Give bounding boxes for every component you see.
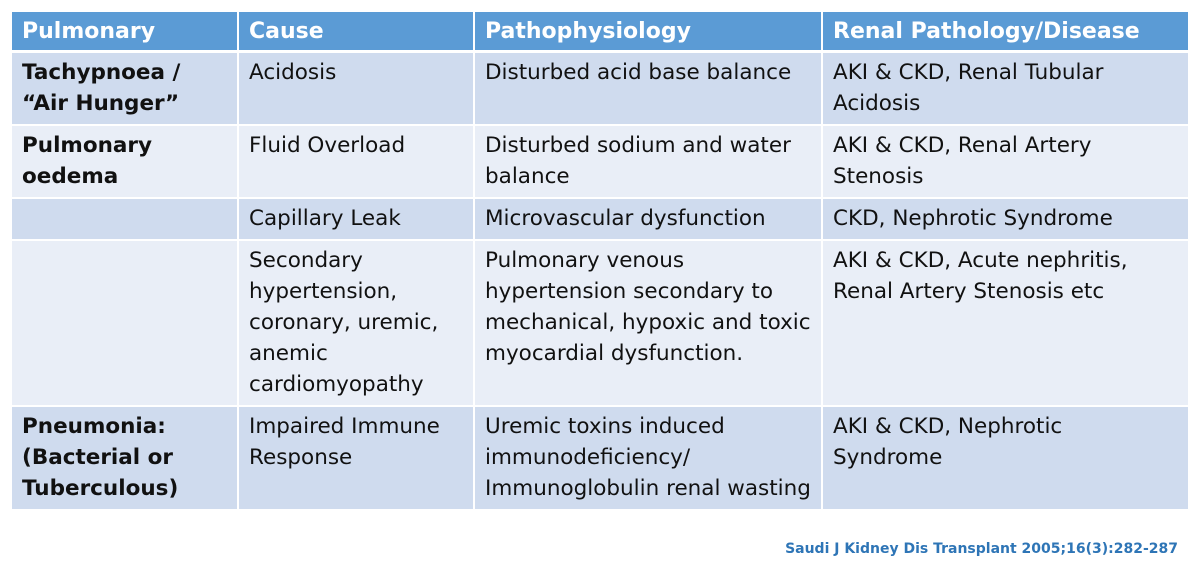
cell-renal-pathology: AKI & CKD, Nephrotic Syndrome [822,406,1188,510]
cell-renal-pathology: AKI & CKD, Renal Artery Stenosis [822,125,1188,198]
cell-pathophysiology: Uremic toxins induced immunodeficiency/ Immunoglobulin renal wasting [474,406,822,510]
table-row [12,240,1188,406]
header-cause: Cause [238,12,474,52]
cell-pulmonary [12,198,238,240]
header-pulmonary: Pulmonary [12,12,238,52]
cell-pulmonary [12,240,238,406]
table-row [12,52,1188,126]
cell-pulmonary: Tachypnoea / “Air Hunger” [12,52,238,126]
cell-pathophysiology: Disturbed acid base balance [474,52,822,126]
cell-cause: Fluid Overload [238,125,474,198]
cell-pulmonary: Pneumonia: (Bacterial or Tuberculous) [12,406,238,510]
cell-pathophysiology: Microvascular dysfunction [474,198,822,240]
cell-pathophysiology: Pulmonary venous hypertension secondary to mechanical, hypoxic and toxic myocardial dysfunction. [474,240,822,406]
header-pathophysiology: Pathophysiology [474,12,822,52]
table-row [12,125,1188,198]
cell-renal-pathology: AKI & CKD, Acute nephritis, Renal Artery Stenosis etc [822,240,1188,406]
table-header-row [12,12,1188,52]
pulmonary-renal-table [12,12,1188,511]
cell-cause: Capillary Leak [238,198,474,240]
table-row [12,198,1188,240]
cell-cause: Secondary hypertension, coronary, uremic, anemic cardiomyopathy [238,240,474,406]
cell-cause: Acidosis [238,52,474,126]
cell-renal-pathology: AKI & CKD, Renal Tubular Acidosis [822,52,1188,126]
cell-renal-pathology: CKD, Nephrotic Syndrome [822,198,1188,240]
citation: Saudi J Kidney Dis Transplant 2005;16(3):282-287 [785,541,1178,557]
header-renal-pathology: Renal Pathology/Disease [822,12,1188,52]
cell-pathophysiology: Disturbed sodium and water balance [474,125,822,198]
cell-pulmonary: Pulmonary oedema [12,125,238,198]
table-row [12,406,1188,510]
cell-cause: Impaired Immune Response [238,406,474,510]
